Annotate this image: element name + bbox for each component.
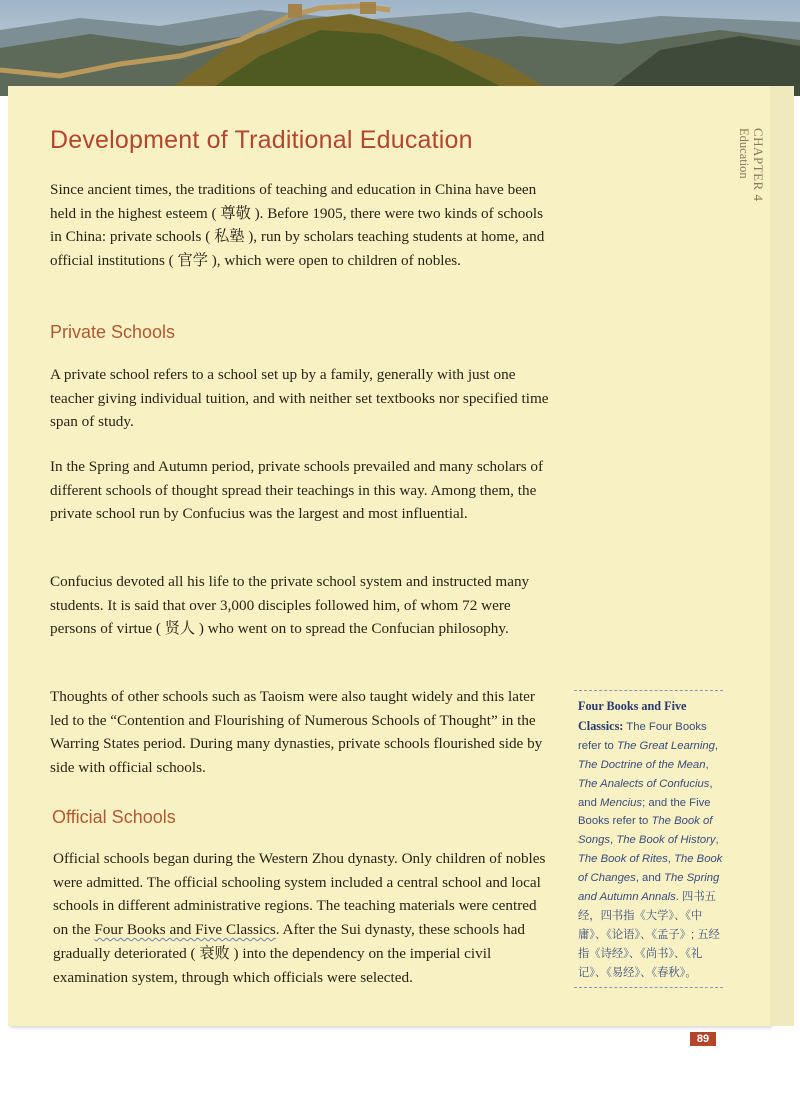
- official-p1-after: . After the Sui dynasty, these schools had gradually deteriorated ( 衰败 ) into the dependency on the imperial civil examination system, through which officials were selected.: [53, 921, 525, 986]
- note-title: The Doctrine of the Mean: [578, 758, 706, 771]
- note-text: The Four Books refer to: [578, 720, 707, 752]
- note-text: , and: [635, 872, 665, 885]
- note-title: The Analects of Confucius: [578, 777, 710, 790]
- note-text: ,: [714, 739, 719, 752]
- private-schools-heading: Private Schools: [50, 322, 176, 342]
- chapter-label: CHAPTER 4: [751, 128, 766, 202]
- note-term: Four Books and Five Classics:: [578, 699, 687, 733]
- note-title: The Book of Rites: [578, 853, 668, 866]
- private-schools-p4: Thoughts of other schools such as Taoism were also taught widely and this later led to the “Contention and Flourishing of Numerous Schools of Thought” in the Warring States period. During many dynasties, private schools flourished side by side with official schools.: [50, 688, 543, 777]
- official-schools-heading: Official Schools: [52, 807, 176, 827]
- note-text: ; and the Five Books refer to: [578, 796, 711, 828]
- note-title: Mencius: [600, 796, 643, 809]
- side-note: [574, 690, 723, 988]
- chapter-topic: Education: [737, 128, 751, 179]
- note-text: ,: [715, 834, 719, 847]
- official-schools-p1: [53, 847, 548, 989]
- great-wall-banner: [0, 0, 800, 96]
- intro-paragraph: Since ancient times, the traditions of teaching and education in China have been held in the highest esteem ( 尊敬 ). Before 1905, there were two kinds of schools in China: private schools ( 私塾 ), run by scholars teaching students at home, and official institutions ( 官学 ), which were open to children of nobles.: [50, 181, 545, 270]
- chapter-tab: [735, 128, 765, 248]
- note-text: ,: [667, 853, 675, 866]
- page-number: 89: [690, 1032, 716, 1046]
- note-text: , and: [578, 777, 713, 809]
- private-schools-p3: Confucius devoted all his life to the private school system and instructed many students. It is said that over 3,000 disciples followed him, of whom 72 were persons of virtue ( 贤人 ) who went on to spread the Confucian philosophy.: [50, 573, 530, 638]
- note-title: The Book of Songs: [578, 815, 713, 847]
- private-schools-p1: A private school refers to a school set up by a family, generally with just one teacher giving individual tuition, and with neither set textbooks nor specified time span of study.: [50, 366, 549, 431]
- note-text: ,: [610, 834, 617, 847]
- note-title: The Spring and Autumn Annals: [578, 872, 720, 904]
- page-edge: [770, 86, 794, 1026]
- private-schools-p2: In the Spring and Autumn period, private schools prevailed and many scholars of different schools of thought spread their teachings in this way. Among them, the private school run by Confucius was the largest and most influential.: [50, 458, 544, 523]
- note-text: ,: [705, 758, 709, 771]
- page-title: Development of Traditional Education: [50, 126, 473, 154]
- official-p1-before: Official schools began during the Western Zhou dynasty. Only children of nobles were admitted. The official schooling system included a central school and local schools in different administrative regions. The teaching materials were centred on the: [53, 850, 546, 939]
- note-title: The Great Learning: [616, 739, 715, 752]
- note-title: The Book of Changes: [578, 853, 723, 885]
- note-text: . 四书五经，四书指《大学》、《中庸》、《论语》、《孟子》; 五经指《诗经》、《尚书》、《礼记》、《易经》、《春秋》。: [578, 891, 720, 979]
- four-books-link[interactable]: Four Books and Five Classics: [94, 921, 276, 939]
- note-title: The Book of History: [616, 834, 716, 847]
